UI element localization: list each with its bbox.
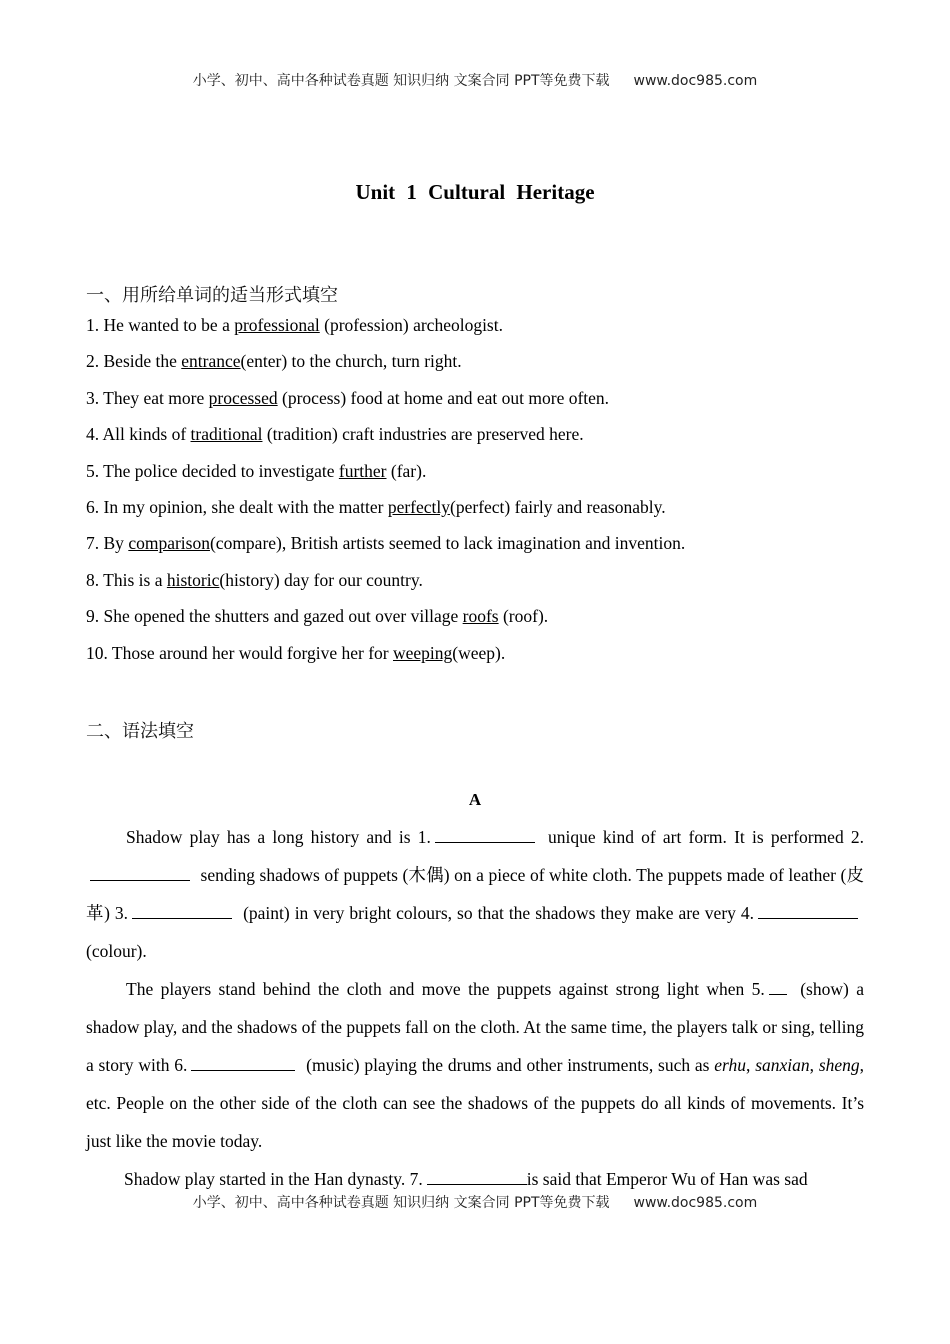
question-text: (weep). xyxy=(452,643,506,663)
question-text: (far). xyxy=(386,461,427,481)
question-answer: weeping xyxy=(393,643,453,663)
section2-heading: 二、语法填空 xyxy=(86,721,194,742)
question-10 xyxy=(86,643,505,664)
question-text: (history) day for our country. xyxy=(219,570,423,590)
blank-7[interactable] xyxy=(427,1170,527,1185)
question-answer: comparison xyxy=(128,533,210,553)
blank-2[interactable] xyxy=(90,866,190,881)
question-text: 6. In my opinion, she dealt with the matter xyxy=(86,497,388,517)
question-text: 8. This is a xyxy=(86,570,167,590)
passage-text: sending shadows of puppets (木偶) on a piece of white cloth. The puppets made of leather (皮革) 3. xyxy=(86,865,864,923)
question-text: 7. By xyxy=(86,533,129,553)
question-text: (roof). xyxy=(498,606,549,626)
question-9 xyxy=(86,606,548,627)
passage-paragraph-2: The players stand behind the cloth and move the puppets against strong light when 5. (show) a shadow play, and the shadows of the puppets fall on the cloth. At the same time, the players talk or sing, telling a story with 6. (music) playing the drums and other instruments, such as erhu, sanxian, sheng, etc. People on the other side of the cloth can see the shadows of the puppets do all kinds of movements. It’s just like the movie today. xyxy=(86,979,865,1151)
question-text: 9. She opened the shutters and gazed out over village xyxy=(86,606,463,626)
instrument-sanxian: sanxian xyxy=(755,1055,810,1075)
question-answer: perfectly xyxy=(387,497,451,517)
passage-text: (paint) in very bright colours, so that the shadows they make are very 4. xyxy=(243,903,755,923)
blank-4[interactable] xyxy=(758,904,858,919)
question-3 xyxy=(86,388,609,409)
question-8 xyxy=(86,570,423,591)
question-answer: traditional xyxy=(190,424,263,444)
section1-heading: 一、用所给单词的适当形式填空 xyxy=(86,285,338,306)
question-text: 1. He wanted to be a xyxy=(86,315,235,335)
passage-text: unique kind of art form. It is performed 2. xyxy=(548,827,865,847)
blank-1[interactable] xyxy=(435,828,535,843)
passage-text: (colour). xyxy=(86,941,147,961)
question-text: (enter) to the church, turn right. xyxy=(240,351,462,371)
question-answer: professional xyxy=(234,315,320,335)
question-2 xyxy=(86,351,462,372)
passage-text: Shadow play has a long history and is 1. xyxy=(126,827,431,847)
footer-site-link[interactable]: www.doc985.com xyxy=(633,1195,758,1211)
question-text: (compare), British artists seemed to lack imagination and invention. xyxy=(209,533,686,553)
question-answer: roofs xyxy=(462,606,499,626)
question-text: 4. All kinds of xyxy=(86,424,191,444)
passage-text: Shadow play started in the Han dynasty. 7. xyxy=(124,1169,423,1189)
question-1 xyxy=(86,315,503,336)
question-4 xyxy=(86,424,584,445)
instrument-sheng: sheng xyxy=(818,1055,860,1075)
question-answer: further xyxy=(338,461,387,481)
page-footer xyxy=(0,1192,950,1212)
question-text: 2. Beside the xyxy=(86,351,182,371)
passage-text: (show) a shadow play, and the shadows of the puppets fall on the cloth. At the same time, the players talk or sing, telling a story with 6. xyxy=(86,979,865,1075)
question-text: (process) food at home and eat out more often. xyxy=(277,388,610,408)
passage-label: A xyxy=(468,790,482,809)
question-text: 3. They eat more xyxy=(86,388,209,408)
question-6 xyxy=(86,497,666,518)
header-site-link[interactable]: www.doc985.com xyxy=(633,73,758,89)
instrument-erhu: erhu xyxy=(714,1055,747,1075)
question-text: (perfect) fairly and reasonably. xyxy=(450,497,666,517)
page-header xyxy=(0,70,950,90)
passage-text: , etc. People on the other side of the cloth can see the shadows of the puppets do all kinds of movements. It’s just like the movie today. xyxy=(86,1055,865,1151)
question-5 xyxy=(86,461,426,482)
passage-text: (music) playing the drums and other instruments, such as xyxy=(306,1055,715,1075)
question-text: 5. The police decided to investigate xyxy=(86,461,339,481)
page-title: Unit 1 Cultural Heritage xyxy=(355,180,595,204)
blank-3[interactable] xyxy=(132,904,232,919)
footer-text: 小学、初中、高中各种试卷真题 知识归纳 文案合同 PPT等免费下载 xyxy=(192,1195,610,1211)
question-text: (tradition) craft industries are preserved here. xyxy=(262,424,584,444)
passage-a xyxy=(86,818,864,1198)
passage-paragraph-1 xyxy=(86,818,864,970)
question-answer: processed xyxy=(208,388,278,408)
question-text: (profession) archeologist. xyxy=(319,315,503,335)
question-answer: entrance xyxy=(181,351,241,371)
passage-text: The players stand behind the cloth and move the puppets against strong light when 5. xyxy=(126,979,765,999)
question-answer: historic xyxy=(166,570,220,590)
question-7 xyxy=(86,533,685,554)
question-text: 10. Those around her would forgive her for xyxy=(86,643,393,663)
blank-6[interactable] xyxy=(191,1056,295,1071)
passage-text: is said that Emperor Wu of Han was sad xyxy=(526,1169,808,1189)
blank-5[interactable] xyxy=(769,980,787,995)
header-text: 小学、初中、高中各种试卷真题 知识归纳 文案合同 PPT等免费下载 xyxy=(192,73,610,89)
